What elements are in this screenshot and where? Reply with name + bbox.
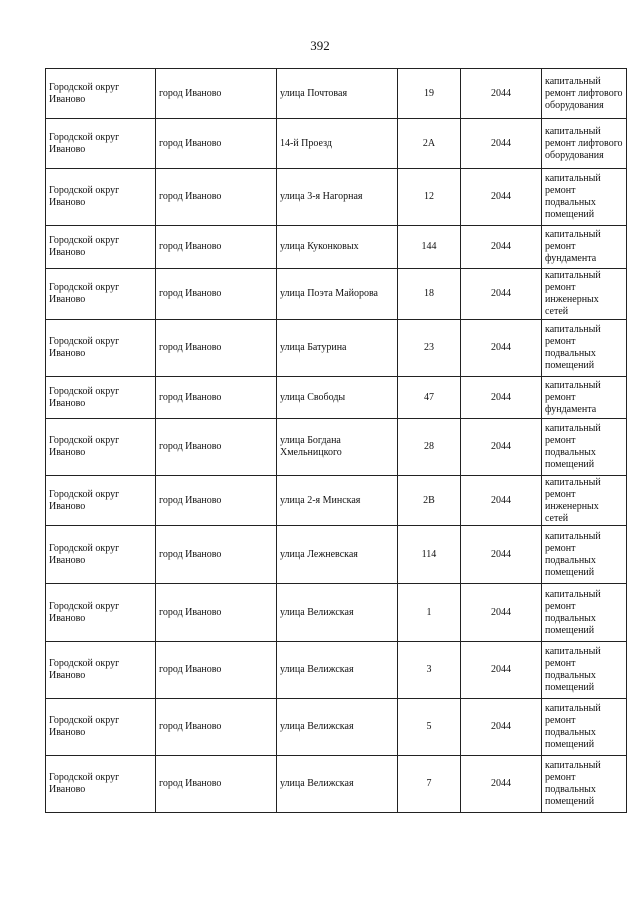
work-type-cell: капитальный ремонт инженерных сетей bbox=[542, 269, 627, 320]
street-cell: улица Велижская bbox=[277, 642, 398, 699]
table-row bbox=[46, 119, 627, 169]
page-number: 392 bbox=[310, 38, 330, 53]
okrug-cell: Городской округ Иваново bbox=[46, 226, 156, 269]
okrug-cell: Городской округ Иваново bbox=[46, 269, 156, 320]
house-number-cell: 144 bbox=[398, 226, 461, 269]
house-number-cell: 5 bbox=[398, 699, 461, 756]
okrug-cell: Городской округ Иваново bbox=[46, 169, 156, 226]
city-cell: город Иваново bbox=[156, 699, 277, 756]
table-row bbox=[46, 320, 627, 377]
city-cell: город Иваново bbox=[156, 642, 277, 699]
okrug-cell: Городской округ Иваново bbox=[46, 584, 156, 642]
okrug-cell: Городской округ Иваново bbox=[46, 119, 156, 169]
year-cell: 2044 bbox=[461, 119, 542, 169]
house-number-cell: 2А bbox=[398, 119, 461, 169]
work-type-cell: капитальный ремонт подвальных помещений bbox=[542, 642, 627, 699]
city-cell: город Иваново bbox=[156, 526, 277, 584]
work-type-cell: капитальный ремонт подвальных помещений bbox=[542, 756, 627, 813]
street-cell: улица Батурина bbox=[277, 320, 398, 377]
okrug-cell: Городской округ Иваново bbox=[46, 526, 156, 584]
table-row bbox=[46, 699, 627, 756]
table-row bbox=[46, 226, 627, 269]
house-number-cell: 1 bbox=[398, 584, 461, 642]
work-type-cell: капитальный ремонт подвальных помещений bbox=[542, 169, 627, 226]
house-number-cell: 28 bbox=[398, 419, 461, 476]
table-row bbox=[46, 476, 627, 526]
street-cell: улица Почтовая bbox=[277, 69, 398, 119]
table-row bbox=[46, 269, 627, 320]
house-number-cell: 3 bbox=[398, 642, 461, 699]
table-row bbox=[46, 756, 627, 813]
table-row bbox=[46, 419, 627, 476]
house-number-cell: 114 bbox=[398, 526, 461, 584]
year-cell: 2044 bbox=[461, 642, 542, 699]
year-cell: 2044 bbox=[461, 419, 542, 476]
street-cell: улица Велижская bbox=[277, 756, 398, 813]
repair-registry-table bbox=[45, 68, 627, 813]
house-number-cell: 12 bbox=[398, 169, 461, 226]
year-cell: 2044 bbox=[461, 584, 542, 642]
house-number-cell: 23 bbox=[398, 320, 461, 377]
table-row bbox=[46, 169, 627, 226]
okrug-cell: Городской округ Иваново bbox=[46, 699, 156, 756]
work-type-cell: капитальный ремонт фундамента bbox=[542, 377, 627, 419]
table-row bbox=[46, 642, 627, 699]
street-cell: улица Лежневская bbox=[277, 526, 398, 584]
okrug-cell: Городской округ Иваново bbox=[46, 320, 156, 377]
table-row bbox=[46, 69, 627, 119]
work-type-cell: капитальный ремонт подвальных помещений bbox=[542, 699, 627, 756]
city-cell: город Иваново bbox=[156, 476, 277, 526]
house-number-cell: 18 bbox=[398, 269, 461, 320]
street-cell: улица 2-я Минская bbox=[277, 476, 398, 526]
work-type-cell: капитальный ремонт подвальных помещений bbox=[542, 419, 627, 476]
city-cell: город Иваново bbox=[156, 756, 277, 813]
street-cell: 14-й Проезд bbox=[277, 119, 398, 169]
year-cell: 2044 bbox=[461, 526, 542, 584]
city-cell: город Иваново bbox=[156, 226, 277, 269]
year-cell: 2044 bbox=[461, 226, 542, 269]
city-cell: город Иваново bbox=[156, 377, 277, 419]
year-cell: 2044 bbox=[461, 756, 542, 813]
street-cell: улица Велижская bbox=[277, 584, 398, 642]
work-type-cell: капитальный ремонт инженерных сетей bbox=[542, 476, 627, 526]
work-type-cell: капитальный ремонт лифтового оборудования bbox=[542, 119, 627, 169]
city-cell: город Иваново bbox=[156, 320, 277, 377]
house-number-cell: 47 bbox=[398, 377, 461, 419]
table-row bbox=[46, 377, 627, 419]
table-body bbox=[46, 69, 627, 813]
street-cell: улица Куконковых bbox=[277, 226, 398, 269]
city-cell: город Иваново bbox=[156, 119, 277, 169]
street-cell: улица Свободы bbox=[277, 377, 398, 419]
city-cell: город Иваново bbox=[156, 69, 277, 119]
house-number-cell: 19 bbox=[398, 69, 461, 119]
okrug-cell: Городской округ Иваново bbox=[46, 642, 156, 699]
work-type-cell: капитальный ремонт подвальных помещений bbox=[542, 526, 627, 584]
okrug-cell: Городской округ Иваново bbox=[46, 419, 156, 476]
table-row bbox=[46, 526, 627, 584]
year-cell: 2044 bbox=[461, 69, 542, 119]
year-cell: 2044 bbox=[461, 476, 542, 526]
year-cell: 2044 bbox=[461, 269, 542, 320]
street-cell: улица 3-я Нагорная bbox=[277, 169, 398, 226]
okrug-cell: Городской округ Иваново bbox=[46, 69, 156, 119]
work-type-cell: капитальный ремонт подвальных помещений bbox=[542, 584, 627, 642]
okrug-cell: Городской округ Иваново bbox=[46, 476, 156, 526]
house-number-cell: 7 bbox=[398, 756, 461, 813]
city-cell: город Иваново bbox=[156, 269, 277, 320]
street-cell: улица Поэта Майорова bbox=[277, 269, 398, 320]
year-cell: 2044 bbox=[461, 377, 542, 419]
street-cell: улица Велижская bbox=[277, 699, 398, 756]
work-type-cell: капитальный ремонт лифтового оборудования bbox=[542, 69, 627, 119]
year-cell: 2044 bbox=[461, 320, 542, 377]
city-cell: город Иваново bbox=[156, 584, 277, 642]
work-type-cell: капитальный ремонт подвальных помещений bbox=[542, 320, 627, 377]
table-row bbox=[46, 584, 627, 642]
street-cell: улица Богдана Хмельницкого bbox=[277, 419, 398, 476]
work-type-cell: капитальный ремонт фундамента bbox=[542, 226, 627, 269]
city-cell: город Иваново bbox=[156, 419, 277, 476]
year-cell: 2044 bbox=[461, 699, 542, 756]
city-cell: город Иваново bbox=[156, 169, 277, 226]
okrug-cell: Городской округ Иваново bbox=[46, 377, 156, 419]
okrug-cell: Городской округ Иваново bbox=[46, 756, 156, 813]
house-number-cell: 2В bbox=[398, 476, 461, 526]
year-cell: 2044 bbox=[461, 169, 542, 226]
